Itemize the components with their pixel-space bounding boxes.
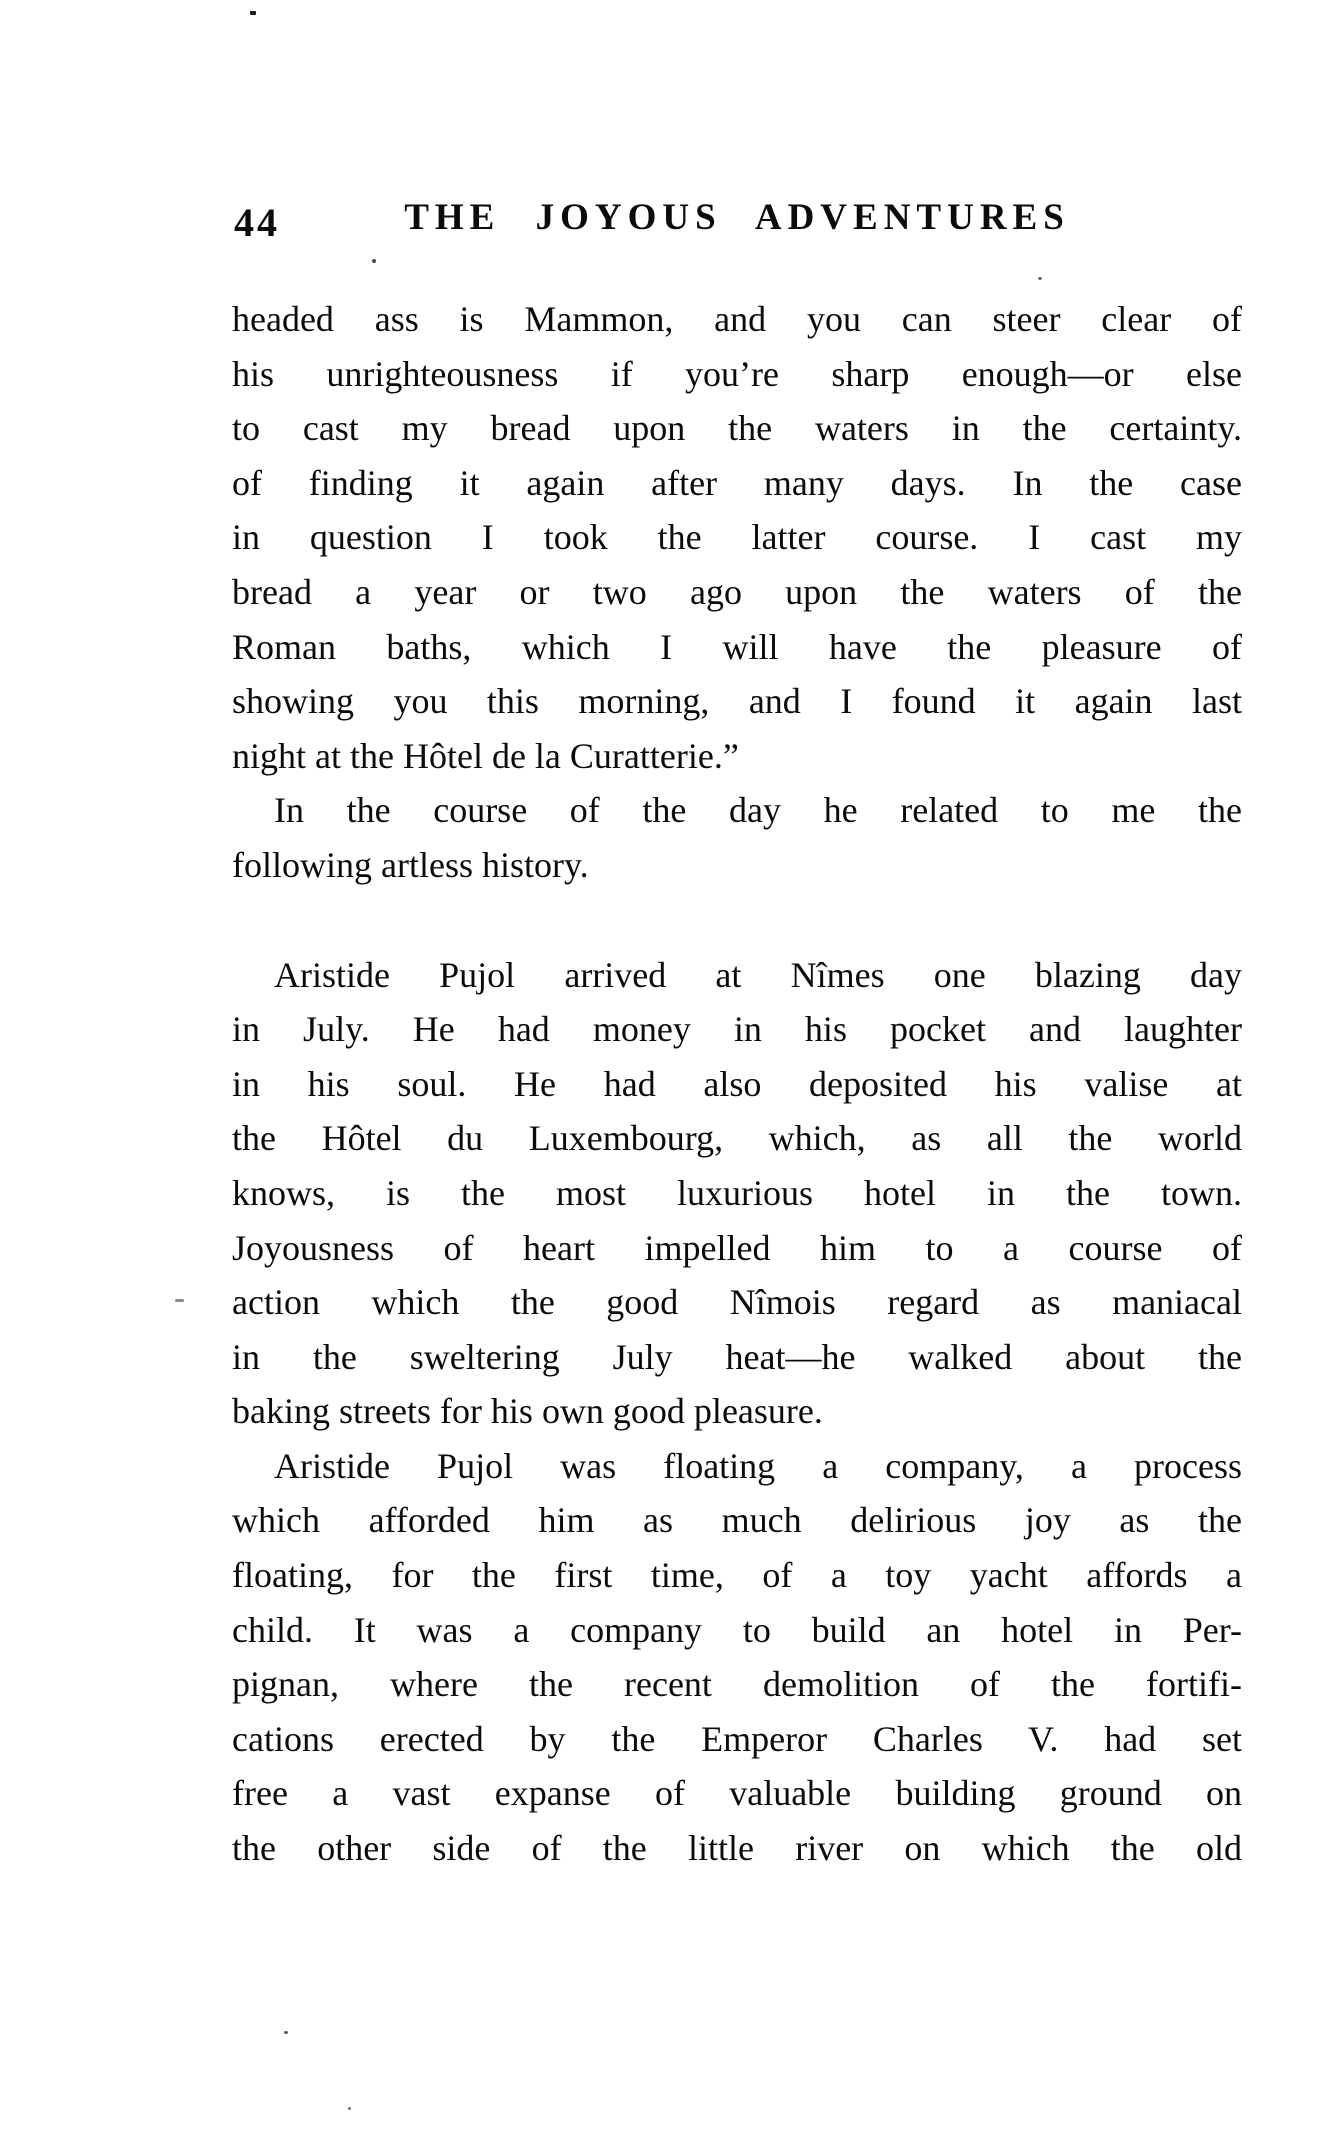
scan-speck xyxy=(175,1299,184,1302)
text-line: bread a year or two ago upon the waters of the xyxy=(232,571,1242,612)
scan-speck xyxy=(284,2031,288,2034)
text-line: baking streets for his own good pleasure. xyxy=(232,1391,823,1432)
text-line: following artless history. xyxy=(232,844,589,885)
text-line: the other side of the little river on which the old xyxy=(232,1828,1242,1869)
text-line: action which the good Nîmois regard as maniacal xyxy=(232,1282,1242,1323)
text-line: headed ass is Mammon, and you can steer clear of xyxy=(232,299,1242,339)
body-text xyxy=(232,292,1242,1876)
scan-speck xyxy=(1038,277,1042,280)
text-line: floating, for the first time, of a toy yacht affords a xyxy=(232,1555,1242,1596)
text-line: Joyousness of heart impelled him to a course of xyxy=(232,1227,1242,1268)
text-line: in question I took the latter course. I cast my xyxy=(232,517,1242,558)
page-number: 44 xyxy=(234,200,280,245)
scan-speck xyxy=(250,11,256,15)
text-line: night at the Hôtel de la Curatterie.” xyxy=(232,735,739,776)
text-line: Aristide Pujol arrived at Nîmes one blazing day xyxy=(274,954,1242,995)
text-line: in the sweltering July heat—he walked about the xyxy=(232,1336,1242,1377)
text-line: Aristide Pujol was floating a company, a process xyxy=(274,1445,1242,1486)
text-line: free a vast expanse of valuable building ground on xyxy=(232,1773,1242,1814)
running-title: THE JOYOUS ADVENTURES xyxy=(404,197,1070,238)
text-line: knows, is the most luxurious hotel in the town. xyxy=(232,1172,1242,1213)
text-line: Roman baths, which I will have the pleasure of xyxy=(232,626,1242,667)
text-line: pignan, where the recent demolition of the fortifi- xyxy=(232,1664,1242,1705)
text-line: in his soul. He had also deposited his valise at xyxy=(232,1063,1242,1104)
text-line: of finding it again after many days. In the case xyxy=(232,462,1242,503)
text-line: which afforded him as much delirious joy as the xyxy=(232,1500,1242,1541)
text-line: In the course of the day he related to me the xyxy=(274,790,1242,831)
text-line: to cast my bread upon the waters in the certainty. xyxy=(232,408,1242,449)
text-line: cations erected by the Emperor Charles V. had set xyxy=(232,1718,1242,1759)
text-line: child. It was a company to build an hotel in Per- xyxy=(232,1609,1242,1650)
text-line: his unrighteousness if you’re sharp enough—or else xyxy=(232,353,1242,394)
text-line: showing you this morning, and I found it again last xyxy=(232,681,1242,722)
text-line: the Hôtel du Luxembourg, which, as all the world xyxy=(232,1118,1242,1159)
page-header xyxy=(232,196,1242,252)
scan-speck xyxy=(348,2107,351,2110)
scan-speck xyxy=(372,259,376,263)
text-line: in July. He had money in his pocket and laughter xyxy=(232,1009,1242,1050)
